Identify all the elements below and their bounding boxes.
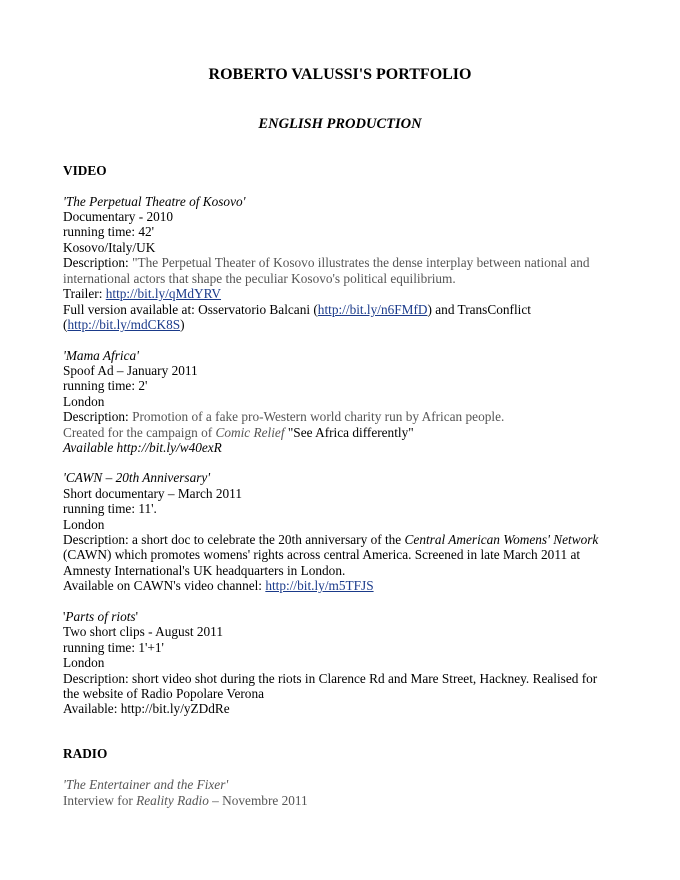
kosovo-location: Kosovo/Italy/UK xyxy=(63,240,156,255)
mama-africa-running-time: running time: 2' xyxy=(63,378,148,393)
kosovo-description-line-2: international actors that shape the peculiar Kosovo's political equilibrium. xyxy=(63,271,456,286)
kosovo-type: Documentary - 2010 xyxy=(63,209,174,224)
mama-africa-description-line-2: Created for the campaign of Comic Relief "See Africa differently" xyxy=(63,425,414,440)
cawn-description-line-3: Amnesty International's UK headquarters in London. xyxy=(63,563,346,578)
mama-africa-type: Spoof Ad – January 2011 xyxy=(63,363,198,378)
page-subtitle: ENGLISH PRODUCTION xyxy=(258,116,422,132)
riots-description-line-1: Description: short video shot during the riots in Clarence Rd and Mare Street, Hackney. Realised for xyxy=(63,671,598,686)
cawn-location: London xyxy=(63,517,105,532)
kosovo-trailer: Trailer: http://bit.ly/qMdYRV xyxy=(63,286,222,301)
osservatorio-balcani-link[interactable]: http://bit.ly/n6FMfD xyxy=(317,302,428,317)
kosovo-running-time: running time: 42' xyxy=(63,224,155,239)
section-heading-video: VIDEO xyxy=(63,163,107,178)
cawn-channel-link[interactable]: http://bit.ly/m5TFJS xyxy=(265,578,374,593)
riots-available: Available: http://bit.ly/yZDdRe xyxy=(63,701,230,716)
riots-location: London xyxy=(63,655,105,670)
transconflict-link[interactable]: http://bit.ly/mdCK8S xyxy=(67,317,181,332)
kosovo-description-line-1: Description: "The Perpetual Theater of Kosovo illustrates the dense interplay between national and xyxy=(63,255,590,270)
riots-running-time: running time: 1'+1' xyxy=(63,640,164,655)
mama-africa-description-line-1: Description: Promotion of a fake pro-Western world charity run by African people. xyxy=(63,409,505,424)
radio-interview: Interview for Reality Radio – Novembre 2011 xyxy=(63,793,308,808)
mama-africa-title: 'Mama Africa' xyxy=(63,348,139,363)
mama-africa-available: Available http://bit.ly/w40exR xyxy=(63,440,222,455)
cawn-description-line-1: Description: a short doc to celebrate the 20th anniversary of the Central American Womens' Network xyxy=(63,532,599,547)
riots-description-line-2: the website of Radio Popolare Verona xyxy=(63,686,265,701)
cawn-running-time: running time: 11'. xyxy=(63,501,157,516)
cawn-title: 'CAWN – 20th Anniversary' xyxy=(63,470,211,485)
cawn-type: Short documentary – March 2011 xyxy=(63,486,242,501)
kosovo-title: 'The Perpetual Theatre of Kosovo' xyxy=(63,194,246,209)
mama-africa-location: London xyxy=(63,394,105,409)
kosovo-transconflict: (http://bit.ly/mdCK8S) xyxy=(63,317,185,332)
kosovo-full-version: Full version available at: Osservatorio Balcani (http://bit.ly/n6FMfD) and TransConflict xyxy=(63,302,531,317)
section-heading-radio: RADIO xyxy=(63,746,108,761)
riots-title: 'Parts of riots' xyxy=(63,609,139,624)
riots-type: Two short clips - August 2011 xyxy=(63,624,223,639)
cawn-description-line-2: (CAWN) which promotes womens' rights across central America. Screened in late March 2011 at xyxy=(63,547,581,562)
cawn-channel: Available on CAWN's video channel: http://bit.ly/m5TFJS xyxy=(63,578,374,593)
page-title: ROBERTO VALUSSI'S PORTFOLIO xyxy=(208,66,472,83)
radio-title: 'The Entertainer and the Fixer' xyxy=(63,777,229,792)
kosovo-trailer-link[interactable]: http://bit.ly/qMdYRV xyxy=(105,286,222,301)
